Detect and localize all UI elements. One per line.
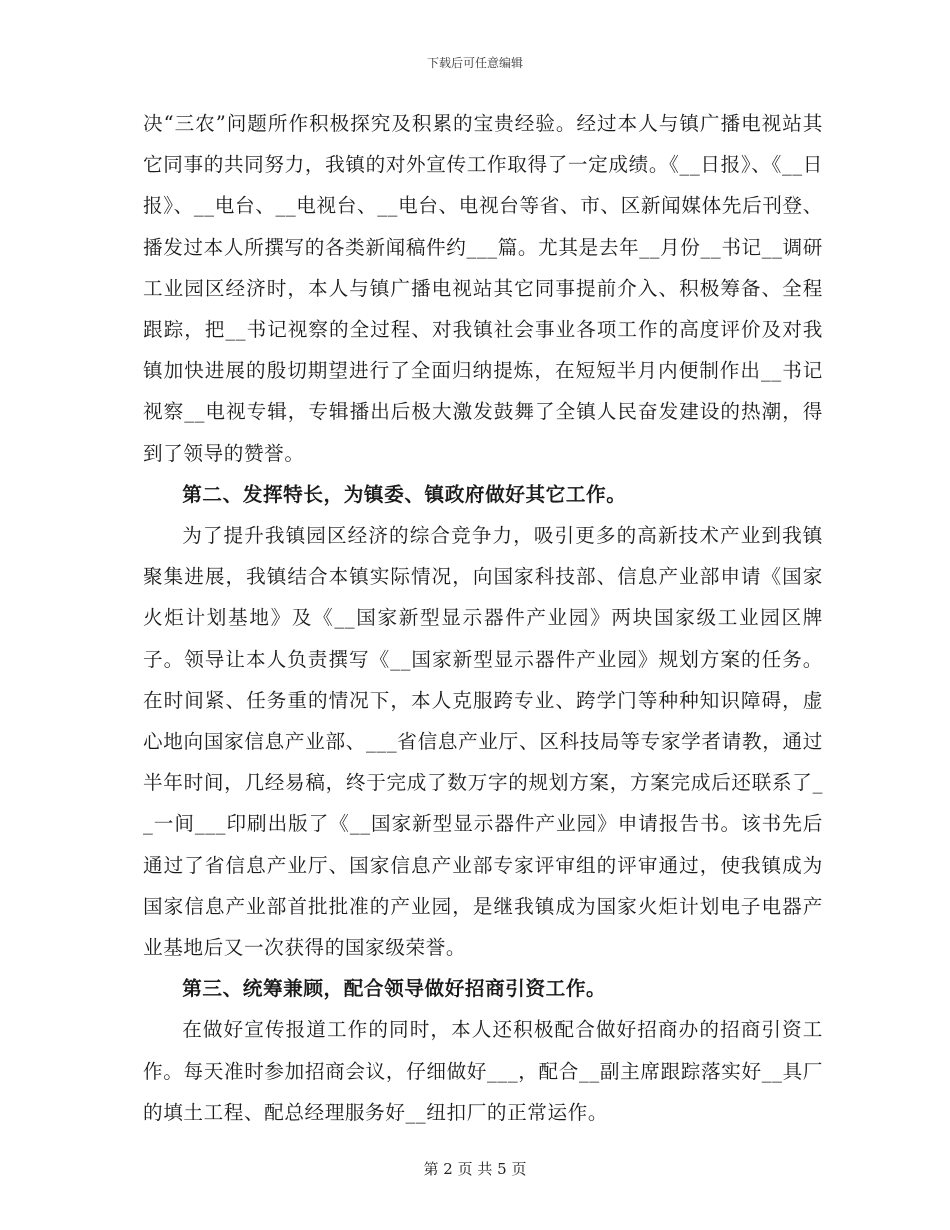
section-heading-third: 第三、统筹兼顾，配合领导做好招商引资工作。 [182,977,607,1001]
section-heading-second: 第二、发挥特长，为镇委、镇政府做好其它工作。 [182,482,627,506]
paragraph-propaganda-results: 决“三农”问题所作积极探究及积累的宝贵经验。经过本人与镇广播电视站其它同事的共同努力，我镇的对外宣传工作取得了一定成绩。《__日报》、《__日报》、__电台、__电视台、__电台、电视台等省、市、区新闻媒体先后刊登、播发过本人所撰写的各类新闻稿件约___篇。尤其是去年__月份__书记__调研工业园区经济时，本人与镇广播电视站其它同事提前介入、积极筹备、全程跟踪，把__书记视察的全过程、对我镇社会事业各项工作的高度评价及对我镇加快进展的殷切期望进行了全面归纳提炼，在短短半月内便制作出__书记视察__电视专辑，专辑播出后极大激发鼓舞了全镇人民奋发建设的热潮，得到了领导的赞誉。 [143,112,823,465]
paragraph-investment: 在做好宣传报道工作的同时，本人还积极配合做好招商办的招商引资工作。每天准时参加招商会议，仔细做好___，配合__副主席跟踪落实好__具厂的填土工程、配总经理服务好__纽扣厂的正常运作。 [143,1018,823,1124]
document-body [143,103,823,1133]
page-header: 下载后可任意编辑 [426,56,523,70]
page-number: 第 2 页 共 5 页 [423,1160,527,1178]
paragraph-industrial-park: 为了提升我镇园区经济的综合竞争力，吸引更多的高新技术产业到我镇聚集进展，我镇结合本镇实际情况，向国家科技部、信息产业部申请《国家火炬计划基地》及《__国家新型显示器件产业园》两块国家级工业园区牌子。领导让本人负责撰写《__国家新型显示器件产业园》规划方案的任务。在时间紧、任务重的情况下，本人克服跨专业、跨学门等种种知识障碍，虚心地向国家信息产业部、___省信息产业厅、区科技局等专家学者请教，通过半年时间，几经易稿，终于完成了数万字的规划方案，方案完成后还联系了__一间___印刷出版了《__国家新型显示器件产业园》申请报告书。该书先后通过了省信息产业厅、国家信息产业部专家评审组的评审通过，使我镇成为国家信息产业部首批批准的产业园，是继我镇成为国家火炬计划电子电器产业基地后又一次获得的国家级荣誉。 [143,524,823,960]
